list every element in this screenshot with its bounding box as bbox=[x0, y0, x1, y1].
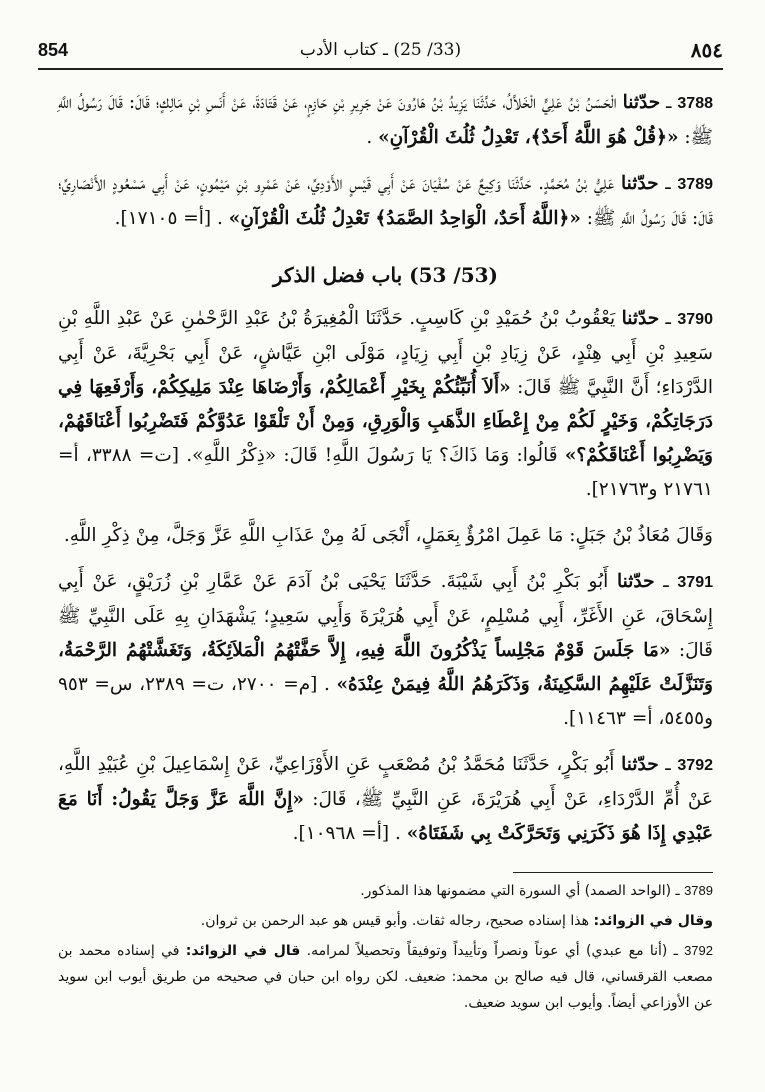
chapter-title: (53/ 53) باب فضل الذكر bbox=[272, 263, 499, 287]
hadith-number: 3790 bbox=[677, 311, 713, 328]
hadith-matn: «أَلاَ أُنَبِّئُكُمْ بِخَيْرِ أَعْمَالِكُمْ، وَأَرْضَاهَا عِنْدَ مَلِيكِكُمْ، وَأَرْفَعِهَا فِي دَرَجَاتِكُمْ، وَخَيْرٍ لَكُمْ مِنْ إِعْطَاءِ الذَّهَبِ وَالْوَرِقِ، وَمِنْ أَنْ تَلْقَوْا عَدُوَّكُمْ فَتَضْرِبُوا أَعْنَاقَهُمْ، وَيَضْرِبُوا أَعْنَاقَكُمْ؟» bbox=[58, 377, 713, 466]
running-title: (33/ 25) ـ كتاب الأدب bbox=[299, 40, 462, 60]
hadith-tail: . [أ= ١٧١٠٥]. bbox=[114, 208, 223, 229]
hadith-matn: «﴿قُلْ هُوَ اللَّهُ أَحَدٌ﴾، تَعْدِلُ ثُلُثَ الْقُرْآنِ» bbox=[378, 127, 679, 148]
footnote-number: 3792 bbox=[684, 943, 713, 958]
footnote-text: في إسناده محمد بن مصعب القرقساني، قال فيه صالح بن محمد: ضعيف. لكن رواه ابن حبان في صحيحه من طريق أيوب ابن سويد عن الأوزاعي أيضاً. وأيوب ابن سويد ضعيف. bbox=[58, 943, 713, 1011]
hadith-tail: . [أ= ١٠٩٦٨]. bbox=[292, 823, 401, 844]
hadith-3788: 3788 ـ حدّثنا الْحَسَنُ بْنُ عَلِيٍّ الْخَلاَّلُ، حَدَّثَنَا يَزِيدُ بْنُ هَارُونَ عَنْ جَرِيرِ بْنِ حَازِمٍ، عَنْ قَتَادَةَ، عَنْ أَنَسِ بْنِ مَالِكٍ؛ قَالَ: قَالَ رَسُولُ اللَّهِ ﷺ: «﴿قُلْ هُوَ اللَّهُ أَحَدٌ﴾، تَعْدِلُ ثُلُثَ الْقُرْآنِ» . bbox=[58, 92, 713, 148]
footnote-zawaid-3789 bbox=[58, 908, 713, 934]
footnotes bbox=[58, 878, 713, 1020]
muadh-statement: وَقَالَ مُعَاذُ بْنُ جَبَلٍ: مَا عَمِلَ امْرُؤٌ بِعَمَلٍ، أَنْجَى لَهُ مِنْ عَذَابِ اللَّهِ عَزَّ وَجَلَّ، مِنْ ذِكْرِ اللَّهِ. bbox=[63, 525, 713, 546]
hadith-number: 3791 bbox=[677, 574, 713, 591]
hadith-tail: قَالُوا: وَمَا ذَاكَ؟ يَا رَسُولَ اللَّهِ! قَالَ: «ذِكْرُ اللَّهِ». [ت= ٣٣٨٨، أ= ٢١٧٦١ و٢١٧٦٣]. bbox=[58, 445, 713, 500]
footnote-text: هذا إسناده صحيح، رجاله ثقات. وأبو قيس هو عبد الرحمن بن ثروان. bbox=[200, 913, 589, 929]
page-header bbox=[38, 38, 723, 70]
footnote-text: ـ (أنا مع عبدي) أي عوناً ونصراً وتأييداً وتوفيقاً وتحصيلاً لمرامه. bbox=[300, 943, 678, 959]
hadith-number: 3789 bbox=[677, 176, 713, 193]
footnote-label: وقال في الزوائد: bbox=[593, 913, 713, 929]
hadith-lead: حدّثنا bbox=[620, 173, 659, 194]
footnote-text: ـ (الواحد الصمد) أي السورة التي مضمونها هذا المذكور. bbox=[360, 883, 680, 899]
hadith-3791: 3791 ـ حدّثنا أَبُو بَكْرِ بْنُ أَبِي شَيْبَةَ. حَدَّثَنَا يَحْيَى بْنُ آدَمَ عَنْ عَمَّارِ بْنِ زُرَيْقٍ، عَنْ أَبِي إِسْحَاقَ، عَنِ الأَغَرِّ، أَبِي مُسْلِمٍ، عَنْ أَبِي هُرَيْرَةَ وَأَبِي سَعِيدٍ؛ يَشْهَدَانِ بِهِ عَلَى النَّبِيِّ ﷺ قَالَ: «مَا جَلَسَ قَوْمٌ مَجْلِساً يَذْكُرُونَ اللَّهَ فِيهِ، إِلاَّ حَفَّتْهُمُ الْمَلاَئِكَةُ، وَتَغَشَّتْهُمُ الرَّحْمَةُ، وَتَنَزَّلَتْ عَلَيْهِمُ السَّكِينَةُ، وَذَكَرَهُمُ اللَّهُ فِيمَنْ عِنْدَهُ» . [م= ٢٧٠٠، ت= ٢٣٨٩، س= ٩٥٣ و٥٤٥٥، أ= ١١٤٦٣]. bbox=[58, 571, 713, 729]
page-number-arabic: ٨٥٤ bbox=[690, 38, 723, 62]
hadith-matn: «﴿اللَّهُ أَحَدٌ، الْوَاحِدُ الصَّمَدُ﴾ تَعْدِلُ ثُلُثَ الْقُرْآنِ» bbox=[228, 208, 581, 229]
hadith-isnad: يَعْقُوبُ بْنُ حُمَيْدِ بْنِ كَاسِبٍ. حَدَّثَنَا الْمُغِيرَةُ بْنُ عَبْدِ الرَّحْمٰنِ عَنْ عَبْدِ اللَّهِ بْنِ سَعِيدِ بْنِ أَبِي هِنْدٍ، عَنْ زِيَادِ بْنِ أَبِي زِيَادٍ، مَوْلَى ابْنِ عَيَّاشٍ، عَنْ أَبِي بَحْرِيَّةَ، عَنْ أَبِي الدَّرْدَاءِ؛ أَنَّ النَّبِيَّ ﷺ قَالَ: bbox=[58, 308, 713, 398]
hadith-isnad: أَبُو بَكْرِ بْنُ أَبِي شَيْبَةَ. حَدَّثَنَا يَحْيَى بْنُ آدَمَ عَنْ عَمَّارِ بْنِ زُرَيْقٍ، عَنْ أَبِي إِسْحَاقَ، عَنِ الأَغَرِّ، أَبِي مُسْلِمٍ، عَنْ أَبِي هُرَيْرَةَ وَأَبِي سَعِيدٍ؛ يَشْهَدَانِ بِهِ عَلَى النَّبِيِّ ﷺ قَالَ: bbox=[58, 571, 713, 661]
hadith-matn: «مَا جَلَسَ قَوْمٌ مَجْلِساً يَذْكُرُونَ اللَّهَ فِيهِ، إِلاَّ حَفَّتْهُمُ الْمَلاَئِكَةُ، وَتَغَشَّتْهُمُ الرَّحْمَةُ، وَتَنَزَّلَتْ عَلَيْهِمُ السَّكِينَةُ، وَذَكَرَهُمُ اللَّهُ فِيمَنْ عِنْدَهُ» bbox=[58, 640, 713, 695]
hadith-tail: . bbox=[366, 127, 373, 148]
hadith-3792: 3792 ـ حدّثنا أَبُو بَكْرٍ، حَدَّثَنَا مُحَمَّدُ بْنُ مُصْعَبٍ عَنِ الأَوْزَاعِيِّ، عَنْ إِسْمَاعِيلَ بْنِ عُبَيْدِ اللَّهِ، عَنْ أُمِّ الدَّرْدَاءِ، عَنْ أَبِي هُرَيْرَةَ، عَنِ النَّبِيِّ ﷺ، قَالَ: «إِنَّ اللَّهَ عَزَّ وَجَلَّ يَقُولُ: أَنَا مَعَ عَبْدِي إِذَا هُوَ ذَكَرَنِي وَتَحَرَّكَتْ بِي شَفَتَاهُ» . [أ= ١٠٩٦٨]. bbox=[58, 754, 713, 844]
hadith-lead: حدّثنا bbox=[617, 571, 655, 592]
hadith-isnad: عَلِيُّ بْنُ مُحَمَّدٍ. حَدَّثَنَا وَكِيعٌ عَنْ سُفْيَانَ عَنْ أَبِي قَيْسٍ الأَوْدِيِّ، عَنْ عَمْرِو بْنِ مَيْمُونٍ، عَنْ أَبِي مَسْعُودٍ الأَنْصَارِيِّ؛ قَالَ: قَالَ رَسُولُ اللَّهِ ﷺ: bbox=[58, 173, 713, 229]
footnote-separator bbox=[513, 872, 713, 873]
hadith-3790: 3790 ـ حدّثنا يَعْقُوبُ بْنُ حُمَيْدِ بْنِ كَاسِبٍ. حَدَّثَنَا الْمُغِيرَةُ بْنُ عَبْدِ الرَّحْمٰنِ عَنْ عَبْدِ اللَّهِ بْنِ سَعِيدِ بْنِ أَبِي هِنْدٍ، عَنْ زِيَادِ بْنِ أَبِي زِيَادٍ، مَوْلَى ابْنِ عَيَّاشٍ، عَنْ أَبِي بَحْرِيَّةَ، عَنْ أَبِي الدَّرْدَاءِ؛ أَنَّ النَّبِيَّ ﷺ قَالَ: «أَلاَ أُنَبِّئُكُمْ بِخَيْرِ أَعْمَالِكُمْ، وَأَرْضَاهَا عِنْدَ مَلِيكِكُمْ، وَأَرْفَعِهَا فِي دَرَجَاتِكُمْ، وَخَيْرٍ لَكُمْ مِنْ إِعْطَاءِ الذَّهَبِ وَالْوَرِقِ، وَمِنْ أَنْ تَلْقَوْا عَدُوَّكُمْ فَتَضْرِبُوا أَعْنَاقَهُمْ، وَيَضْرِبُوا أَعْنَاقَكُمْ؟» قَالُوا: وَمَا ذَاكَ؟ يَا رَسُولَ اللَّهِ! قَالَ: «ذِكْرُ اللَّهِ». [ت= ٣٣٨٨، أ= ٢١٧٦١ و٢١٧٦٣]. bbox=[58, 308, 713, 500]
hadith-number: 3792 bbox=[677, 757, 713, 774]
hadith-number: 3788 bbox=[677, 95, 713, 112]
hadith-isnad: الْحَسَنُ بْنُ عَلِيٍّ الْخَلاَّلُ، حَدَّثَنَا يَزِيدُ بْنُ هَارُونَ عَنْ جَرِيرِ بْنِ حَازِمٍ، عَنْ قَتَادَةَ، عَنْ أَنَسِ بْنِ مَالِكٍ؛ قَالَ: قَالَ رَسُولُ اللَّهِ ﷺ: bbox=[58, 92, 713, 148]
hadith-3789: 3789 ـ حدّثنا عَلِيُّ بْنُ مُحَمَّدٍ. حَدَّثَنَا وَكِيعٌ عَنْ سُفْيَانَ عَنْ أَبِي قَيْسٍ الأَوْدِيِّ، عَنْ عَمْرِو بْنِ مَيْمُونٍ، عَنْ أَبِي مَسْعُودٍ الأَنْصَارِيِّ؛ قَالَ: قَالَ رَسُولُ اللَّهِ ﷺ: «﴿اللَّهُ أَحَدٌ، الْوَاحِدُ الصَّمَدُ﴾ تَعْدِلُ ثُلُثَ الْقُرْآنِ» . [أ= ١٧١٠٥]. bbox=[58, 173, 713, 229]
footnote-number: 3789 bbox=[684, 883, 713, 898]
main-text bbox=[58, 86, 713, 863]
hadith-lead: حدّثنا bbox=[622, 92, 661, 113]
hadith-lead: حدّثنا bbox=[621, 308, 660, 329]
footnote-label: قال في الزوائد: bbox=[185, 943, 301, 959]
footnote-3789 bbox=[58, 878, 713, 904]
hadith-matn: «إِنَّ اللَّهَ عَزَّ وَجَلَّ يَقُولُ: أَنَا مَعَ عَبْدِي إِذَا هُوَ ذَكَرَنِي وَتَحَرَّكَتْ بِي شَفَتَاهُ» bbox=[58, 789, 713, 844]
hadith-tail: . [م= ٢٧٠٠، ت= ٢٣٨٩، س= ٩٥٣ و٥٤٥٥، أ= ١١٤٦٣]. bbox=[58, 674, 713, 729]
page-number-latin: 854 bbox=[38, 40, 69, 60]
hadith-lead: حدّثنا bbox=[621, 754, 659, 775]
hadith-isnad: أَبُو بَكْرٍ، حَدَّثَنَا مُحَمَّدُ بْنُ مُصْعَبٍ عَنِ الأَوْزَاعِيِّ، عَنْ إِسْمَاعِيلَ بْنِ عُبَيْدِ اللَّهِ، عَنْ أُمِّ الدَّرْدَاءِ، عَنْ أَبِي هُرَيْرَةَ، عَنِ النَّبِيِّ ﷺ، قَالَ: bbox=[58, 754, 713, 810]
footnote-3792 bbox=[58, 938, 713, 1016]
